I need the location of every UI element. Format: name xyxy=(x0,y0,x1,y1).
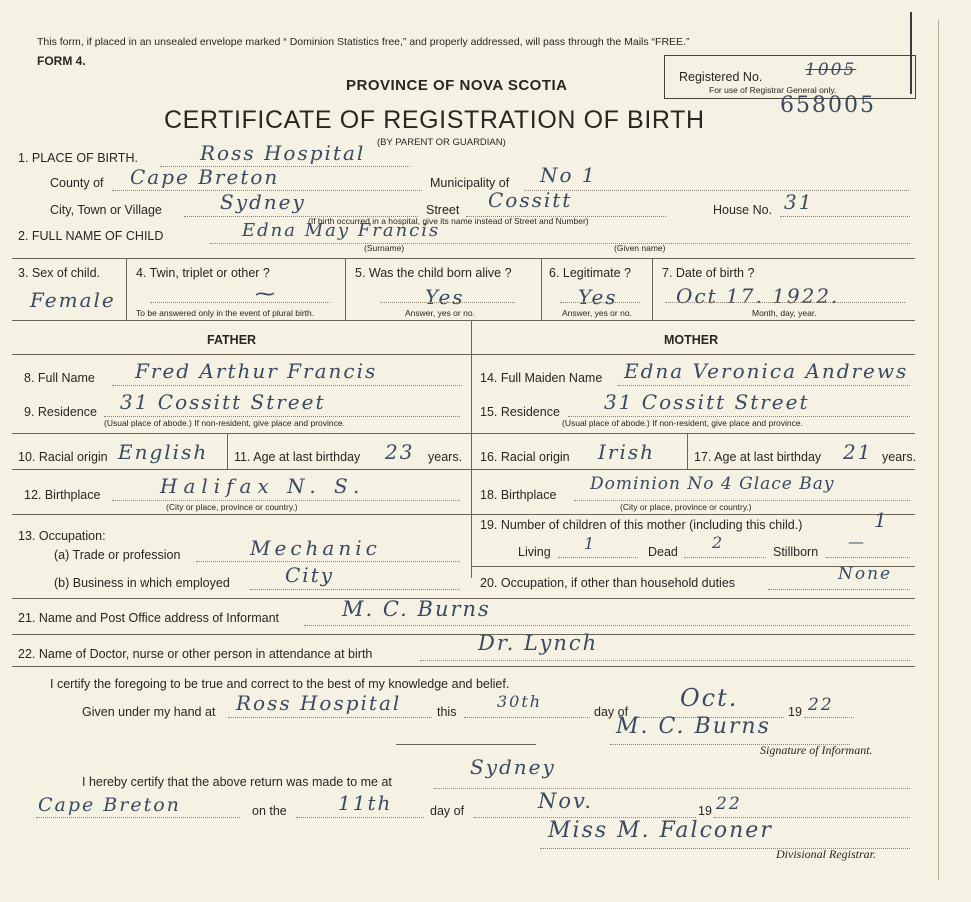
alive-line xyxy=(380,302,515,303)
doctor-label: 22. Name of Doctor, nurse or other person in attendance at birth xyxy=(18,647,373,661)
municipality-line xyxy=(524,190,909,191)
mother-occupation-value: None xyxy=(838,564,893,584)
twin-line xyxy=(150,302,330,303)
legit-value: Yes xyxy=(578,285,618,309)
registrar-day-value: 11th xyxy=(338,791,393,815)
mail-notice: This form, if placed in an unsealed envelope marked “ Dominion Statistics free,” and properly addressed, will pass through the Mails “FREE.” xyxy=(37,36,690,48)
mother-name-label: 14. Full Maiden Name xyxy=(480,371,603,385)
registrar-county-line xyxy=(36,817,240,818)
street-note: (If birth occurred in a hospital, give its name instead of Street and Number) xyxy=(308,216,589,226)
mother-occupation-line xyxy=(768,589,910,590)
rule-parents-heading xyxy=(12,354,915,355)
father-occupation-label: 13. Occupation: xyxy=(18,529,106,543)
informant-value: M. C. Burns xyxy=(342,597,491,621)
father-birthplace-value: Halifax N. S. xyxy=(160,474,366,498)
father-name-label: 8. Full Name xyxy=(24,371,95,385)
mother-years-label: years. xyxy=(882,450,917,464)
rule-doctor-bottom xyxy=(12,666,915,667)
child-name-line xyxy=(210,243,910,244)
mother-residence-label: 15. Residence xyxy=(480,405,560,419)
mother-age-label: 17. Age at last birthday xyxy=(694,450,822,464)
mother-heading: MOTHER xyxy=(664,333,719,347)
dob-line xyxy=(665,302,905,303)
mother-name-value: Edna Veronica Andrews xyxy=(624,359,909,383)
alive-note: Answer, yes or no. xyxy=(405,308,475,318)
certify-year-value: 22 xyxy=(808,695,834,715)
father-racial-value: English xyxy=(118,440,209,464)
trade-line xyxy=(196,561,460,562)
given-name-label: (Given name) xyxy=(614,243,666,253)
dob-value: Oct 17. 1922. xyxy=(676,284,840,308)
informant-signature: M. C. Burns xyxy=(616,714,771,739)
divider-alive xyxy=(541,258,542,320)
registrar-year-prefix: 19 xyxy=(698,804,712,818)
rule-racial-top xyxy=(12,433,915,434)
registered-number-value: 1005 xyxy=(805,60,857,80)
twin-value-dash: ⁓ xyxy=(255,281,277,305)
certify-separator xyxy=(396,744,536,745)
mother-age-value: 21 xyxy=(843,440,873,464)
legit-note: Answer, yes or no. xyxy=(562,308,632,318)
divider-legit xyxy=(652,258,653,320)
stillborn-value: — xyxy=(848,532,866,551)
registrar-year-value: 22 xyxy=(716,794,742,814)
father-age-value: 23 xyxy=(385,440,415,464)
registrar-signature: Miss M. Falconer xyxy=(548,818,773,843)
business-value: City xyxy=(285,563,335,587)
child-name-value: Edna May Francis xyxy=(242,220,441,241)
father-name-line xyxy=(112,385,462,386)
dead-label: Dead xyxy=(648,545,678,559)
informant-line xyxy=(304,625,910,626)
province-heading: PROVINCE OF NOVA SCOTIA xyxy=(346,77,568,94)
rule-row3-bottom xyxy=(12,320,915,321)
registrar-place-line xyxy=(434,788,910,789)
given-place-line xyxy=(228,717,432,718)
certify-day-value: 30th xyxy=(497,692,543,711)
registered-number-label: Registered No. xyxy=(679,70,763,84)
father-birthplace-line xyxy=(112,500,460,501)
father-age-label: 11. Age at last birthday xyxy=(234,450,361,464)
living-value: 1 xyxy=(584,534,597,553)
box-pen-mark xyxy=(910,12,912,94)
street-value: Cossitt xyxy=(488,188,573,212)
municipality-value: No 1 xyxy=(540,163,597,187)
dob-label: 7. Date of birth ? xyxy=(662,266,755,280)
child-name-label: 2. FULL NAME OF CHILD xyxy=(18,229,164,243)
living-label: Living xyxy=(518,545,551,559)
mother-racial-value: Irish xyxy=(598,440,656,464)
trade-label: (a) Trade or profession xyxy=(54,548,181,562)
divider-twin xyxy=(345,258,346,320)
certify-day-line xyxy=(464,717,590,718)
mother-racial-label: 16. Racial origin xyxy=(480,450,570,464)
children-count-label: 19. Number of children of this mother (including this child.) xyxy=(480,518,803,532)
rule-occupation-top xyxy=(12,514,915,515)
children-count-value: 1 xyxy=(874,508,889,532)
certify-text: I certify the foregoing to be true and correct to the best of my knowledge and belief. xyxy=(50,677,510,691)
doctor-value: Dr. Lynch xyxy=(478,631,599,655)
registrar-text: I hereby certify that the above return was made to me at xyxy=(82,775,392,789)
registrar-county-value: Cape Breton xyxy=(38,794,181,816)
certify-year-prefix: 19 xyxy=(788,705,802,719)
form-number: FORM 4. xyxy=(37,54,86,68)
mother-birthplace-note: (City or place, province or country.) xyxy=(620,502,752,512)
mother-birthplace-label: 18. Birthplace xyxy=(480,488,557,502)
certificate-subtitle: (BY PARENT OR GUARDIAN) xyxy=(377,137,506,148)
mother-racial-divider xyxy=(687,433,688,469)
rule-racial-bottom xyxy=(12,469,915,470)
father-residence-line xyxy=(104,416,460,417)
mother-name-line xyxy=(618,385,910,386)
alive-value: Yes xyxy=(425,285,465,309)
certify-this-label: this xyxy=(437,705,457,719)
legit-label: 6. Legitimate ? xyxy=(549,266,631,280)
divider-sex xyxy=(126,258,127,320)
mother-residence-value: 31 Cossitt Street xyxy=(604,390,810,414)
city-label: City, Town or Village xyxy=(50,203,162,217)
twin-note: To be answered only in the event of plural birth. xyxy=(136,308,315,318)
father-birthplace-note: (City or place, province or country.) xyxy=(166,502,298,512)
stillborn-line xyxy=(826,557,910,558)
mother-birthplace-line xyxy=(574,500,910,501)
county-value: Cape Breton xyxy=(130,165,280,189)
dead-line xyxy=(684,557,766,558)
certificate-title: CERTIFICATE OF REGISTRATION OF BIRTH xyxy=(164,106,705,134)
certify-month-value: Oct. xyxy=(680,684,739,712)
father-years-label: years. xyxy=(428,450,463,464)
registrar-dayof-label: day of xyxy=(430,804,465,818)
mother-birthplace-value: Dominion No 4 Glace Bay xyxy=(590,474,835,494)
page-right-edge xyxy=(938,20,939,880)
rule-row3-top xyxy=(12,258,915,259)
certify-dayof-label: day of xyxy=(594,705,629,719)
father-racial-divider xyxy=(227,433,228,469)
father-birthplace-label: 12. Birthplace xyxy=(24,488,101,502)
registrar-day-line xyxy=(296,817,424,818)
mother-occupation-label: 20. Occupation, if other than household duties xyxy=(480,576,736,590)
parents-center-divider xyxy=(471,320,472,578)
trade-value: Mechanic xyxy=(250,536,381,560)
given-place-value: Ross Hospital xyxy=(236,691,402,715)
registrar-signature-label: Divisional Registrar. xyxy=(776,847,877,861)
registrar-place-value: Sydney xyxy=(470,755,556,779)
dead-value: 2 xyxy=(712,533,725,552)
father-name-value: Fred Arthur Francis xyxy=(135,359,378,383)
registered-number-note: For use of Registrar General only. xyxy=(709,85,837,95)
stamp-number: 658005 xyxy=(780,93,876,118)
informant-label: 21. Name and Post Office address of Informant xyxy=(18,611,280,625)
county-label: County of xyxy=(50,176,104,190)
stillborn-label: Stillborn xyxy=(773,545,819,559)
father-residence-note: (Usual place of abode.) If non-resident, give place and province. xyxy=(104,418,345,428)
house-label: House No. xyxy=(713,203,773,217)
doctor-line xyxy=(420,660,910,661)
business-line xyxy=(250,589,460,590)
father-residence-value: 31 Cossitt Street xyxy=(120,390,326,414)
father-heading: FATHER xyxy=(207,333,257,347)
house-line xyxy=(780,216,910,217)
city-value: Sydney xyxy=(220,190,306,214)
surname-label: (Surname) xyxy=(364,243,405,253)
rule-doctor-top xyxy=(12,634,915,635)
business-label: (b) Business in which employed xyxy=(54,576,230,590)
mother-residence-note: (Usual place of abode.) If non-resident, give place and province. xyxy=(562,418,803,428)
house-value: 31 xyxy=(784,190,814,214)
legit-line xyxy=(560,302,640,303)
sex-value: Female xyxy=(30,288,116,312)
registrar-month-value: Nov. xyxy=(538,789,594,813)
given-under-label: Given under my hand at xyxy=(82,705,216,719)
place-of-birth-label: 1. PLACE OF BIRTH. xyxy=(18,151,138,165)
living-line xyxy=(558,557,638,558)
twin-label: 4. Twin, triplet or other ? xyxy=(136,266,270,280)
municipality-label: Municipality of xyxy=(430,176,510,190)
informant-signature-label: Signature of Informant. xyxy=(760,743,873,757)
father-racial-label: 10. Racial origin xyxy=(18,450,108,464)
alive-label: 5. Was the child born alive ? xyxy=(355,266,512,280)
street-label: Street xyxy=(426,203,460,217)
registrar-on-the-label: on the xyxy=(252,804,287,818)
mother-residence-line xyxy=(568,416,910,417)
place-of-birth-value: Ross Hospital xyxy=(200,141,366,165)
dob-note: Month, day, year. xyxy=(752,308,817,318)
sex-label: 3. Sex of child. xyxy=(18,266,100,280)
certify-year-line xyxy=(804,717,854,718)
father-residence-label: 9. Residence xyxy=(24,405,97,419)
